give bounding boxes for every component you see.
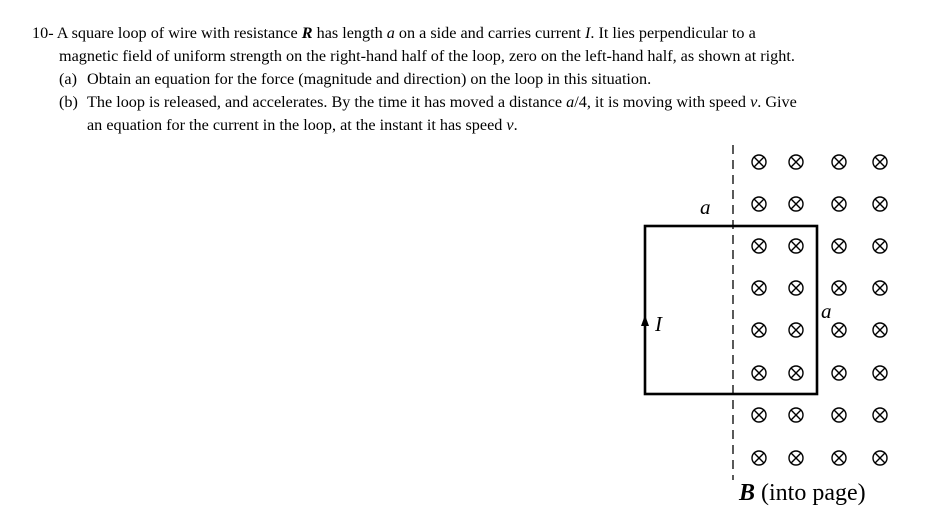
part-b-var-a: a — [566, 93, 575, 111]
field-into-page-icon — [832, 408, 846, 422]
field-into-page-icon — [752, 451, 766, 465]
part-b-text-5: . — [513, 116, 518, 134]
field-into-page-icon — [789, 366, 803, 380]
problem-line-2: magnetic field of uniform strength on the right-hand half of the loop, zero on the left-hand half, as shown at right. — [59, 47, 795, 65]
part-b-text-4: an equation for the current in the loop, at the instant it has speed — [87, 116, 507, 134]
stem-text-1: A square loop of wire with resistance — [56, 24, 302, 42]
part-b-var-v2: v — [506, 116, 514, 134]
stem-var-r: R — [301, 24, 313, 42]
field-into-page-icon — [832, 366, 846, 380]
field-into-page-icon — [789, 155, 803, 169]
field-label-b: B — [739, 480, 756, 506]
field-into-page-icon — [789, 451, 803, 465]
current-label: I — [655, 312, 662, 336]
field-into-page-icon — [752, 408, 766, 422]
inner-side-length-label: a — [821, 299, 832, 323]
field-into-page-icon — [752, 197, 766, 211]
stem-text-3: on a side and carries current — [394, 24, 585, 42]
field-into-page-icon — [789, 239, 803, 253]
field-into-page-icon — [832, 451, 846, 465]
field-into-page-icon — [789, 281, 803, 295]
part-b-var-v: v — [750, 93, 758, 111]
field-into-page-icon — [873, 408, 887, 422]
field-into-page-icon — [873, 281, 887, 295]
field-into-page-icon — [789, 408, 803, 422]
field-into-page-icon — [832, 239, 846, 253]
field-into-page-icon — [832, 281, 846, 295]
field-into-page-icon — [789, 323, 803, 337]
field-into-page-icon — [832, 197, 846, 211]
field-into-page-icon — [873, 155, 887, 169]
stem-var-i: I — [584, 24, 591, 42]
field-label-rest: (into page) — [755, 480, 866, 506]
part-b-text-3: . Give — [757, 93, 797, 111]
field-into-page-icon — [832, 155, 846, 169]
stem-text-4: . It lies perpendicular to a — [590, 24, 756, 42]
field-into-page-icon — [832, 323, 846, 337]
problem-number: 10- — [32, 24, 54, 42]
current-arrow-icon — [641, 315, 649, 326]
field-into-page-icon — [873, 323, 887, 337]
stem-text-2: has length — [312, 24, 387, 42]
side-length-label: a — [700, 195, 711, 219]
part-b-label: (b) — [59, 93, 78, 111]
field-into-page-icon — [873, 366, 887, 380]
field-into-page-icon — [873, 197, 887, 211]
field-into-page-icon — [873, 239, 887, 253]
part-b-text-2: /4, it is moving with speed — [574, 93, 751, 111]
field-into-page-icon — [752, 239, 766, 253]
field-into-page-icon — [752, 281, 766, 295]
part-a-label: (a) — [59, 70, 77, 88]
field-into-page-icon — [752, 366, 766, 380]
field-caption — [738, 480, 866, 506]
field-into-page-icon — [752, 155, 766, 169]
part-b-text-1: The loop is released, and accelerates. By the time it has moved a distance — [87, 93, 567, 111]
stem-var-a: a — [386, 24, 395, 42]
field-into-page-icon — [873, 451, 887, 465]
part-a-text: Obtain an equation for the force (magnitude and direction) on the loop in this situation. — [87, 70, 652, 88]
field-into-page-icon — [789, 197, 803, 211]
field-into-page-icon — [752, 323, 766, 337]
magnetic-field-grid — [752, 155, 887, 465]
